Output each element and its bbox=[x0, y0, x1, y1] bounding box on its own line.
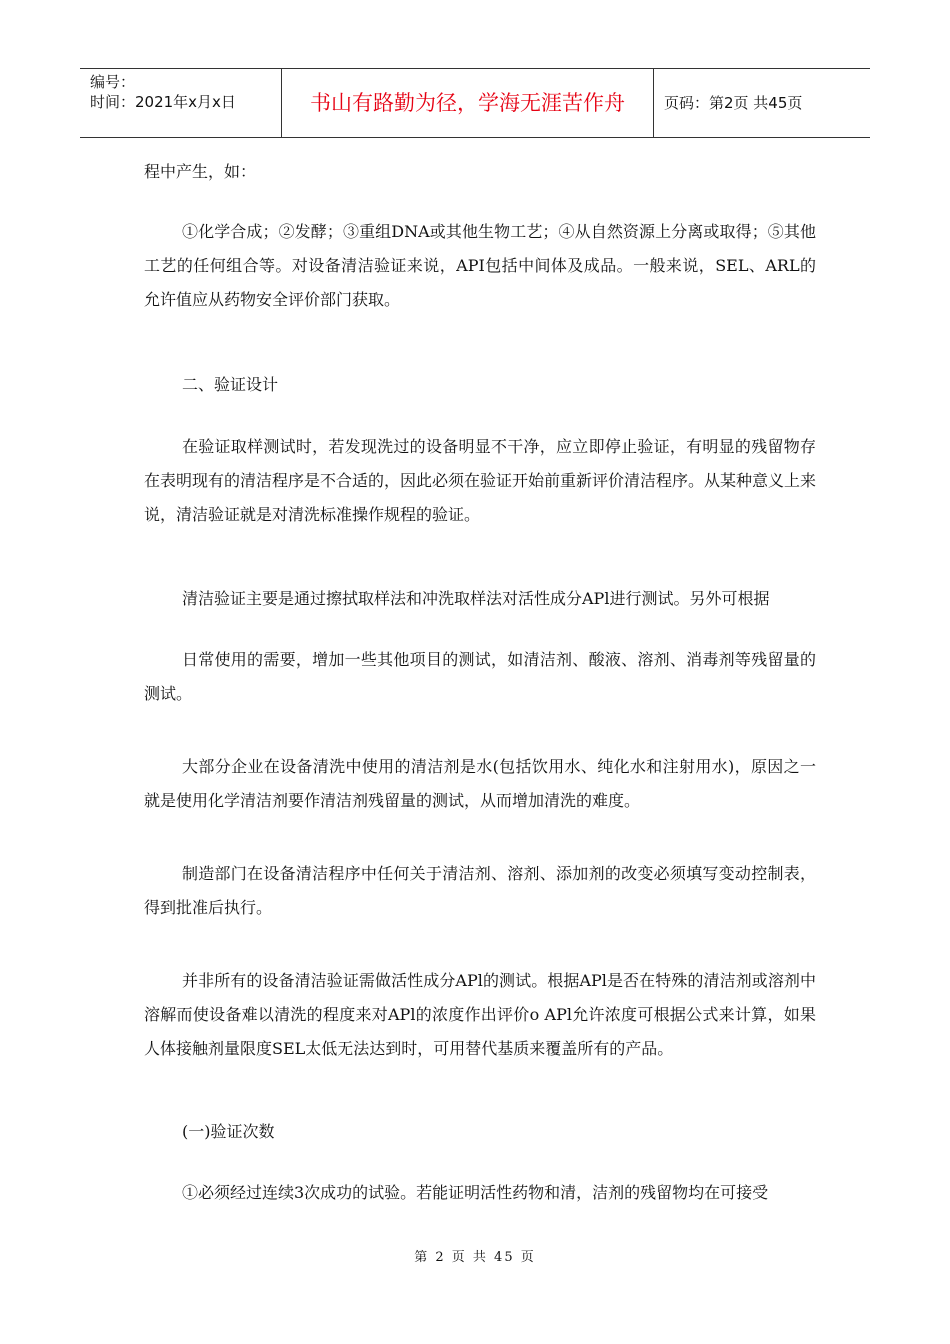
paragraph-8 bbox=[144, 857, 816, 925]
section-heading-verification-count bbox=[144, 1115, 816, 1149]
paragraph-text: ①化学合成；②发酵；③重组DNA或其他生物工艺；④从自然资源上分离或取得；⑤其他工艺的任何组合等。对设备清洁验证来说，API包括中间体及成品。一般来说，SEL、ARL的允许值应从药物安全评价部门获取。 bbox=[144, 222, 816, 309]
paragraph-5 bbox=[144, 582, 816, 616]
paragraph-2 bbox=[144, 215, 816, 317]
document-date-label: 时间：2021年x月x日 bbox=[90, 93, 236, 111]
section-heading-text: 二、验证设计 bbox=[182, 375, 279, 394]
header-page-label: 页码：第2页 共45页 bbox=[664, 94, 803, 112]
paragraph-text: 程中产生，如： bbox=[144, 162, 257, 181]
paragraph-text: ①必须经过连续3次成功的试验。若能证明活性药物和清，洁剂的残留物均在可接受 bbox=[182, 1183, 769, 1202]
paragraph-text: 并非所有的设备清洁验证需做活性成分APl的测试。根据APl是否在特殊的清洁剂或溶剂中溶解而使设备难以清洗的程度来对APl的浓度作出评价o APl允许浓度可根据公式来计算，如果人体接触剂量限度SEL太低无法达到时，可用替代基质来覆盖所有的产品。 bbox=[144, 971, 816, 1058]
paragraph-1 bbox=[144, 155, 816, 189]
page-footer: 第 2 页 共 45 页 bbox=[414, 1250, 536, 1265]
header-meta-cell bbox=[80, 69, 282, 137]
paragraph-text: 在验证取样测试时，若发现洗过的设备明显不干净，应立即停止验证，有明显的残留物存在表明现有的清洁程序是不合适的，因此必须在验证开始前重新评价清洁程序。从某种意义上来说，清洁验证就是对清洗标准操作规程的验证。 bbox=[144, 437, 817, 524]
page-header bbox=[80, 68, 870, 138]
paragraph-text: 日常使用的需要，增加一些其他项目的测试，如清洁剂、酸液、溶剂、消毒剂等残留量的测试。 bbox=[144, 650, 816, 703]
paragraph-text: 清洁验证主要是通过擦拭取样法和冲洗取样法对活性成分APl进行测试。另外可根据 bbox=[182, 589, 770, 608]
paragraph-text: 制造部门在设备清洁程序中任何关于清洁剂、溶剂、添加剂的改变必须填写变动控制表，得到批准后执行。 bbox=[144, 864, 816, 917]
header-motto: 书山有路勤为径，学海无涯苦作舟 bbox=[282, 69, 654, 137]
document-number-label: 编号： bbox=[90, 73, 136, 91]
paragraph-6 bbox=[144, 643, 816, 711]
section-heading-2 bbox=[144, 368, 816, 402]
paragraph-7 bbox=[144, 750, 816, 818]
paragraph-text: 大部分企业在设备清洗中使用的清洁剂是水(包括饮用水、纯化水和注射用水)，原因之一就是使用化学清洁剂要作清洁剂残留量的测试，从而增加清洗的难度。 bbox=[144, 757, 816, 810]
paragraph-11 bbox=[144, 1176, 816, 1210]
paragraph-4 bbox=[144, 430, 816, 532]
paragraph-9 bbox=[144, 964, 816, 1066]
section-heading-text: (一)验证次数 bbox=[182, 1122, 275, 1141]
